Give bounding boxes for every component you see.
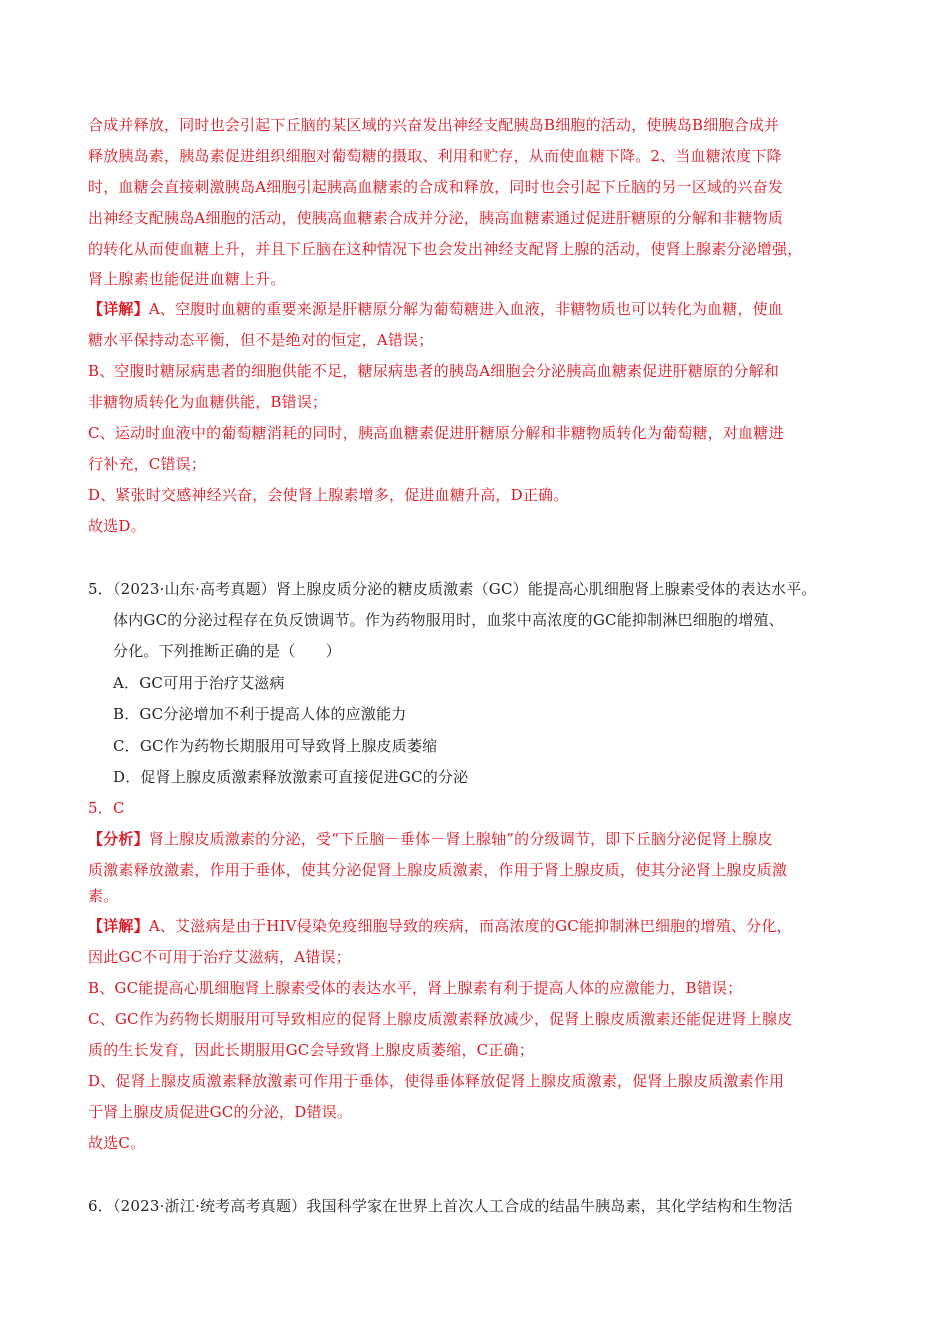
q5-stem-line-1 xyxy=(88,579,817,599)
q5-detail-line-7: 于肾上腺皮质促进GC的分泌，D错误。 xyxy=(88,1103,353,1121)
q5-analysis-text-1: 肾上腺皮质激素的分泌，受“下丘脑－垂体－肾上腺轴”的分级调节，即下丘脑分泌促肾上腺皮 xyxy=(148,830,773,848)
q4-analysis-line-1: 合成并释放，同时也会引起下丘脑的某区域的兴奋发出神经支配胰岛B细胞的活动，使胰岛B细胞合成并 xyxy=(88,116,780,134)
q5-detail-text-1: A、艾滋病是由于HIV侵染免疫细胞导致的疾病，而高浓度的GC能抑制淋巴细胞的增殖、分化， xyxy=(148,917,792,935)
q6-stem-line-1 xyxy=(88,1196,793,1216)
q5-detail-line-5: 质的生长发育，因此长期服用GC会导致肾上腺皮质萎缩，C正确； xyxy=(88,1041,534,1059)
q4-analysis-line-4: 出神经支配胰岛A细胞的活动，使胰高血糖素合成并分泌，胰高血糖素通过促进肝糖原的分解和非糖物质 xyxy=(88,209,784,227)
q4-detail-text-1: A、空腹时血糖的重要来源是肝糖原分解为葡萄糖进入血液，非糖物质也可以转化为血糖，使血 xyxy=(148,300,784,318)
q4-detail-line-1 xyxy=(88,299,783,319)
q5-analysis-line-2: 质激素释放激素，作用于垂体，使其分泌促肾上腺皮质激素，作用于肾上腺皮质，使其分泌肾上腺皮质激 xyxy=(88,861,788,879)
q5-source: （2023·山东·高考真题） xyxy=(112,580,276,598)
q5-detail-tag: 【详解】 xyxy=(88,917,149,935)
q4-conclusion: 故选D。 xyxy=(88,517,146,535)
q4-analysis-line-5: 的转化从而使血糖上升，并且下丘脑在这种情况下也会发出神经支配肾上腺的活动，使肾上腺素分泌增强， xyxy=(88,240,803,258)
q5-answer: 5．C xyxy=(88,799,125,817)
q4-analysis-line-6: 肾上腺素也能促进血糖上升。 xyxy=(88,270,286,288)
q4-detail-line-7: D、紧张时交感神经兴奋，会使肾上腺素增多，促进血糖升高，D正确。 xyxy=(88,486,569,504)
q5-option-d: D．促肾上腺皮质激素释放激素可直接促进GC的分泌 xyxy=(113,768,469,786)
q6-stem-text-1: 我国科学家在世界上首次人工合成的结晶牛胰岛素，其化学结构和生物活 xyxy=(306,1197,793,1215)
q4-detail-line-3: B、空腹时糖尿病患者的细胞供能不足，糖尿病患者的胰岛A细胞会分泌胰高血糖素促进肝糖原的分解和 xyxy=(88,362,780,380)
q6-source: （2023·浙江·统考高考真题） xyxy=(112,1197,307,1215)
q5-detail-line-2: 因此GC不可用于治疗艾滋病，A错误； xyxy=(88,948,351,966)
q5-detail-line-3: B、GC能提高心肌细胞肾上腺素受体的表达水平，肾上腺素有利于提高人体的应激能力，B错误； xyxy=(88,979,743,997)
q6-number: 6． xyxy=(88,1197,113,1215)
q5-option-b: B．GC分泌增加不利于提高人体的应激能力 xyxy=(113,705,407,723)
q5-option-c: C．GC作为药物长期服用可导致肾上腺皮质萎缩 xyxy=(113,737,438,755)
q5-conclusion: 故选C。 xyxy=(88,1134,146,1152)
q5-option-a: A．GC可用于治疗艾滋病 xyxy=(113,674,285,692)
q4-detail-line-4: 非糖物质转化为血糖供能，B错误； xyxy=(88,393,328,411)
q5-analysis-line-1 xyxy=(88,829,773,849)
q5-detail-line-4: C、GC作为药物长期服用可导致相应的促肾上腺皮质激素释放减少，促肾上腺皮质激素还能促进肾上腺皮 xyxy=(88,1010,793,1028)
q5-analysis-tag: 【分析】 xyxy=(88,830,149,848)
q5-stem-line-2: 体内GC的分泌过程存在负反馈调节。作为药物服用时，血浆中高浓度的GC能抑制淋巴细胞的增殖、 xyxy=(113,611,784,629)
q5-analysis-line-3: 素。 xyxy=(88,887,119,905)
q4-detail-line-5: C、运动时血液中的葡萄糖消耗的同时，胰高血糖素促进肝糖原分解和非糖物质转化为葡萄糖，对血糖进 xyxy=(88,424,784,442)
q5-stem-line-3: 分化。下列推断正确的是（ ） xyxy=(113,642,342,660)
q4-detail-line-2: 糖水平保持动态平衡，但不是绝对的恒定，A错误； xyxy=(88,331,434,349)
q4-detail-line-6: 行补充，C错误； xyxy=(88,455,207,473)
q5-detail-line-6: D、促肾上腺皮质激素释放激素可作用于垂体，使得垂体释放促肾上腺皮质激素，促肾上腺皮质激素作用 xyxy=(88,1072,785,1090)
q5-detail-line-1 xyxy=(88,916,792,936)
q4-detail-tag: 【详解】 xyxy=(88,300,149,318)
q5-number: 5． xyxy=(88,580,113,598)
q4-analysis-line-3: 时，血糖会直接刺激胰岛A细胞引起胰高血糖素的合成和释放，同时也会引起下丘脑的另一区域的兴奋发 xyxy=(88,178,784,196)
q5-stem-text-1: 肾上腺皮质分泌的糖皮质激素（GC）能提高心肌细胞肾上腺素受体的表达水平。 xyxy=(275,580,817,598)
q4-analysis-line-2: 释放胰岛素，胰岛素促进组织细胞对葡萄糖的摄取、利用和贮存，从而使血糖下降。2、当血糖浓度下降 xyxy=(88,147,782,165)
